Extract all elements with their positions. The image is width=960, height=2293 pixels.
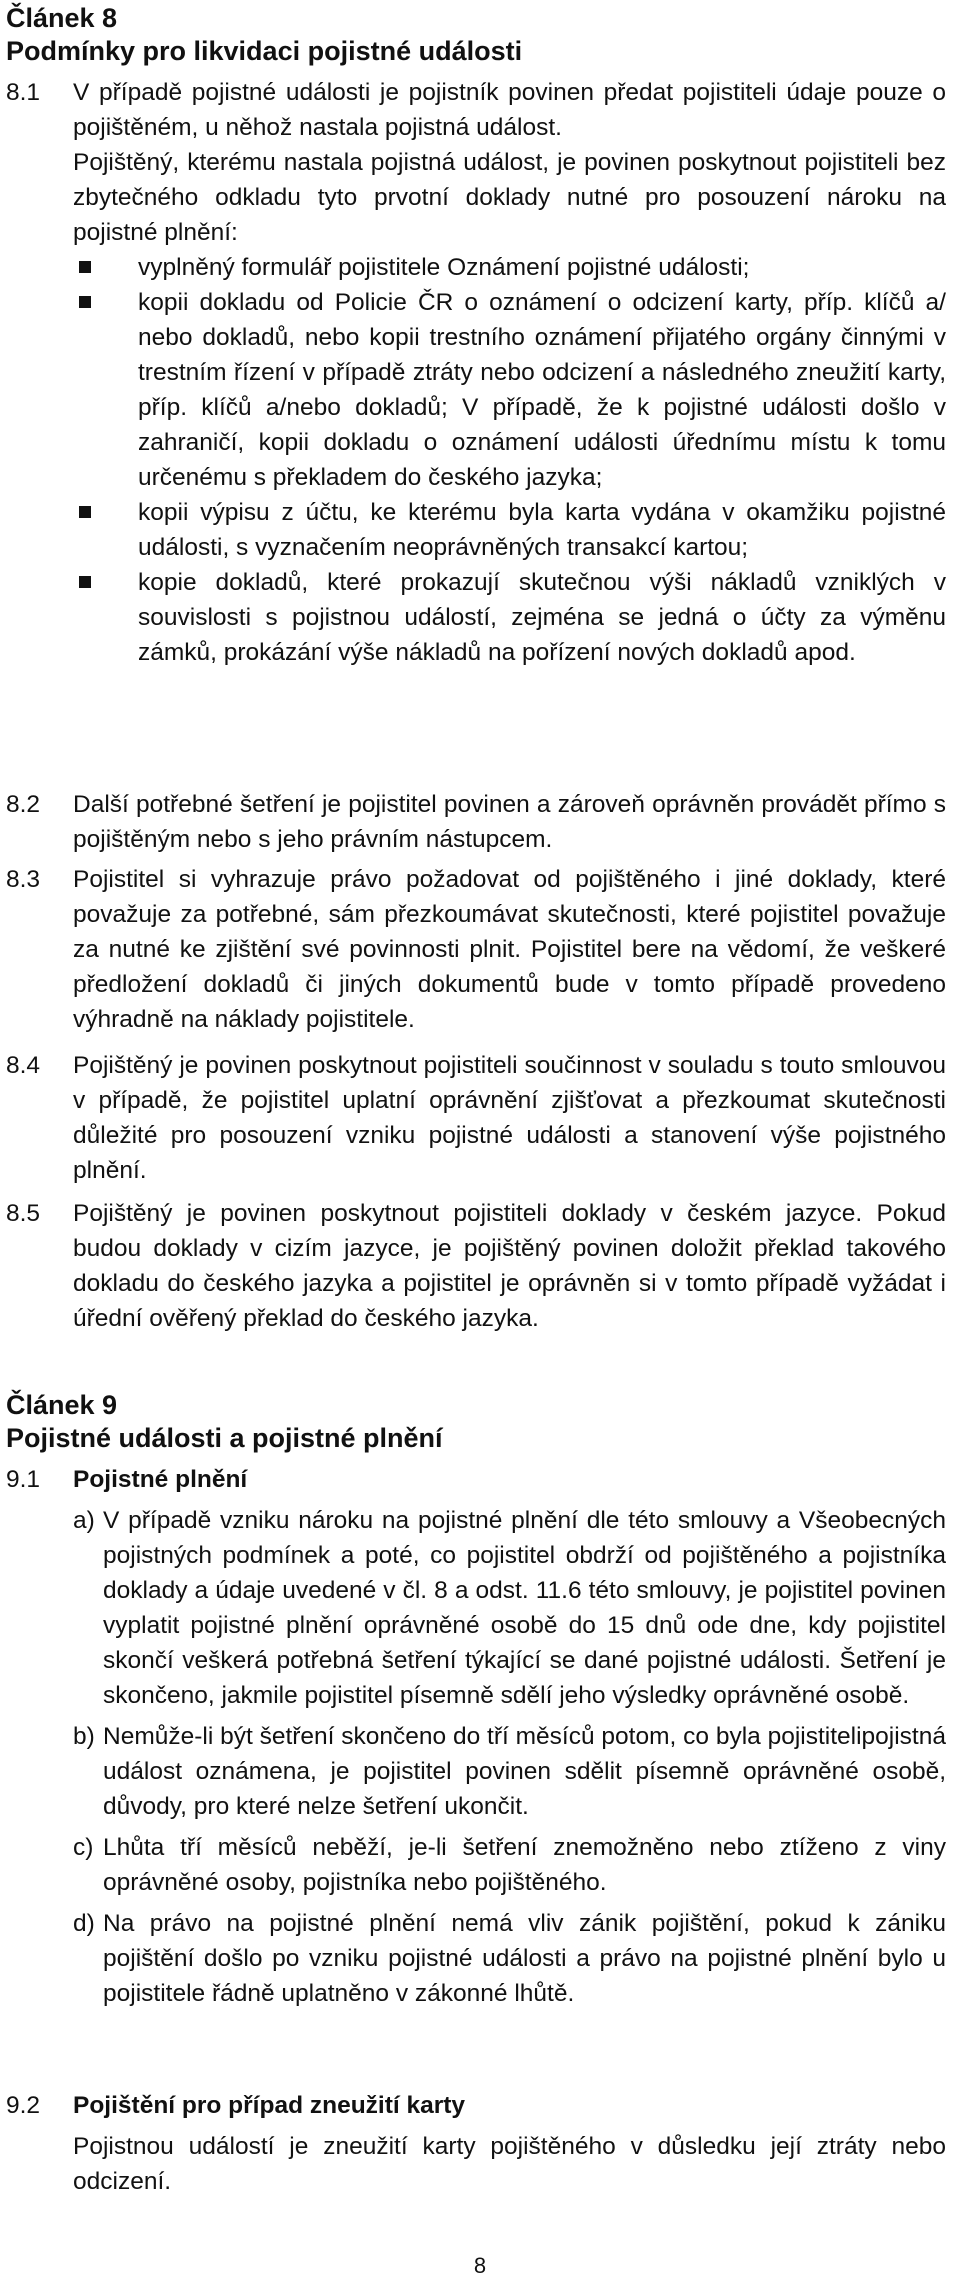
paragraph: Pojištěný je povinen poskytnout pojistiteli součinnost v souladu s touto smlouvou v případě, že pojistitel uplatní oprávnění zjišťovat a přezkoumat skutečnosti důležité pro posouzení vzniku pojistné události a stanovení výše pojistného plnění. bbox=[73, 1052, 946, 1184]
section-8-5 bbox=[6, 1196, 946, 1336]
list-item-text: kopii dokladu od Policie ČR o oznámení o odcizení karty, příp. klíčů a/ nebo dokladů, nebo kopii trestního oznámení přijatého orgány činnými v trestním řízení v případě ztráty nebo odcizení a následného zneužití karty, příp. klíčů a/nebo dokladů; V případě, že k pojistné události došlo v zahraničí, kopii dokladu o oznámení události úřednímu místu k tomu určenému s překladem do českého jazyka; bbox=[138, 289, 946, 491]
section-number: 8.5 bbox=[6, 1200, 41, 1227]
section-number: 8.1 bbox=[6, 79, 41, 106]
square-bullet-icon bbox=[79, 296, 91, 308]
item-letter: a) bbox=[73, 1507, 95, 1534]
article-9-header bbox=[6, 1389, 443, 1455]
list-item bbox=[73, 250, 946, 285]
item-letter: b) bbox=[73, 1723, 95, 1750]
list-item bbox=[73, 1719, 946, 1824]
list-item bbox=[73, 1503, 946, 1713]
square-bullet-icon bbox=[79, 576, 91, 588]
paragraph: Pojistitel si vyhrazuje právo požadovat od pojištěného i jiné doklady, které považuje za potřebné, sám přezkoumávat skutečnosti, které pojistitel považuje za nutné ke zjištění své povinnosti plnit. Pojistitel bere na vědomí, že veškeré předložení dokladů či jiných dokumentů bude v tomto případě provedeno výhradně na náklady pojistitele. bbox=[73, 866, 946, 1033]
section-9-1 bbox=[6, 1462, 946, 2011]
section-number: 8.3 bbox=[6, 866, 41, 893]
article-title: Podmínky pro likvidaci pojistné události bbox=[6, 36, 523, 66]
item-letter: c) bbox=[73, 1834, 94, 1861]
paragraph: Pojistnou událostí je zneužití karty pojištěného v důsledku její ztráty nebo odcizení. bbox=[73, 2133, 946, 2195]
list-item-text: V případě vzniku nároku na pojistné plnění dle této smlouvy a Všeobecných pojistných podmínek a poté, co pojistitel obdrží od pojištěného a pojistníka doklady a údaje uvedené v čl. 8 a odst. 11.6 této smlouvy, je pojistitel povinen vyplatit pojistné plnění oprávněné osobě do 15 dnů ode dne, kdy pojistitel skončí veškerá potřebná šetření týkající se dané pojistné události. Šetření je skončeno, jakmile pojistitel písemně sdělí jeho výsledky oprávněné osobě. bbox=[103, 1507, 946, 1709]
list-item bbox=[73, 1906, 946, 2011]
article-8-header bbox=[6, 2, 522, 68]
section-title: Pojištění pro případ zneužití karty bbox=[73, 2092, 466, 2119]
article-heading: Článek 9 bbox=[6, 1390, 118, 1420]
section-number: 8.2 bbox=[6, 791, 41, 818]
section-number: 9.2 bbox=[6, 2092, 41, 2119]
list-item bbox=[73, 285, 946, 495]
list-item-text: Lhůta tří měsíců neběží, je-li šetření znemožněno nebo ztíženo z viny oprávněné osoby, pojistníka nebo pojištěného. bbox=[103, 1834, 946, 1896]
article-heading: Článek 8 bbox=[6, 3, 118, 33]
section-8-1 bbox=[6, 75, 946, 670]
paragraph: Pojištěný je povinen poskytnout pojistiteli doklady v českém jazyce. Pokud budou doklady v cizím jazyce, je pojištěný povinen doložit překlad takového dokladu do českého jazyka a pojistitel je oprávněn si v tomto případě vyžádat i úřední ověřený překlad do českého jazyka. bbox=[73, 1200, 946, 1332]
section-9-2 bbox=[6, 2088, 946, 2199]
section-8-4 bbox=[6, 1048, 946, 1188]
list-item bbox=[73, 565, 946, 670]
list-item-text: vyplněný formulář pojistitele Oznámení pojistné události; bbox=[138, 254, 750, 281]
list-item-text: Na právo na pojistné plnění nemá vliv zánik pojištění, pokud k zániku pojištění došlo po vzniku pojistné události a právo na pojistné plnění bylo u pojistitele řádně uplatněno v zákonné lhůtě. bbox=[103, 1910, 946, 2007]
list-item-text: Nemůže-li být šetření skončeno do tří měsíců potom, co byla pojistitelipojistná událost oznámena, je pojistitel povinen sdělit písemně oprávněné osobě, důvody, pro které nelze šetření ukončit. bbox=[103, 1723, 946, 1820]
section-title: Pojistné plnění bbox=[73, 1466, 248, 1493]
section-number: 9.1 bbox=[6, 1466, 41, 1493]
section-8-2 bbox=[6, 787, 946, 857]
bullet-list bbox=[73, 250, 946, 670]
article-title: Pojistné události a pojistné plnění bbox=[6, 1423, 443, 1453]
list-item bbox=[73, 495, 946, 565]
section-8-3 bbox=[6, 862, 946, 1037]
paragraph: Pojištěný, kterému nastala pojistná událost, je povinen poskytnout pojistiteli bez zbytečného odkladu tyto prvotní doklady nutné pro posouzení nároku na pojistné plnění: bbox=[73, 149, 946, 246]
item-letter: d) bbox=[73, 1910, 95, 1937]
list-item-text: kopie dokladů, které prokazují skutečnou výši nákladů vzniklých v souvislosti s pojistnou událostí, zejména se jedná o účty za výměnu zámků, prokázání výše nákladů na pořízení nových dokladů apod. bbox=[138, 569, 946, 666]
list-item bbox=[73, 1830, 946, 1900]
section-number: 8.4 bbox=[6, 1052, 41, 1079]
square-bullet-icon bbox=[79, 506, 91, 518]
paragraph: V případě pojistné události je pojistník povinen předat pojistiteli údaje pouze o pojištěném, u něhož nastala pojistná událost. bbox=[73, 79, 946, 141]
page-number: 8 bbox=[473, 2253, 487, 2278]
paragraph: Další potřebné šetření je pojistitel povinen a zároveň oprávněn provádět přímo s pojištěným nebo s jeho právním nástupcem. bbox=[73, 791, 946, 853]
list-item-text: kopii výpisu z účtu, ke kterému byla karta vydána v okamžiku pojistné události, s vyznačením neoprávněných transakcí kartou; bbox=[138, 499, 946, 561]
square-bullet-icon bbox=[79, 261, 91, 273]
